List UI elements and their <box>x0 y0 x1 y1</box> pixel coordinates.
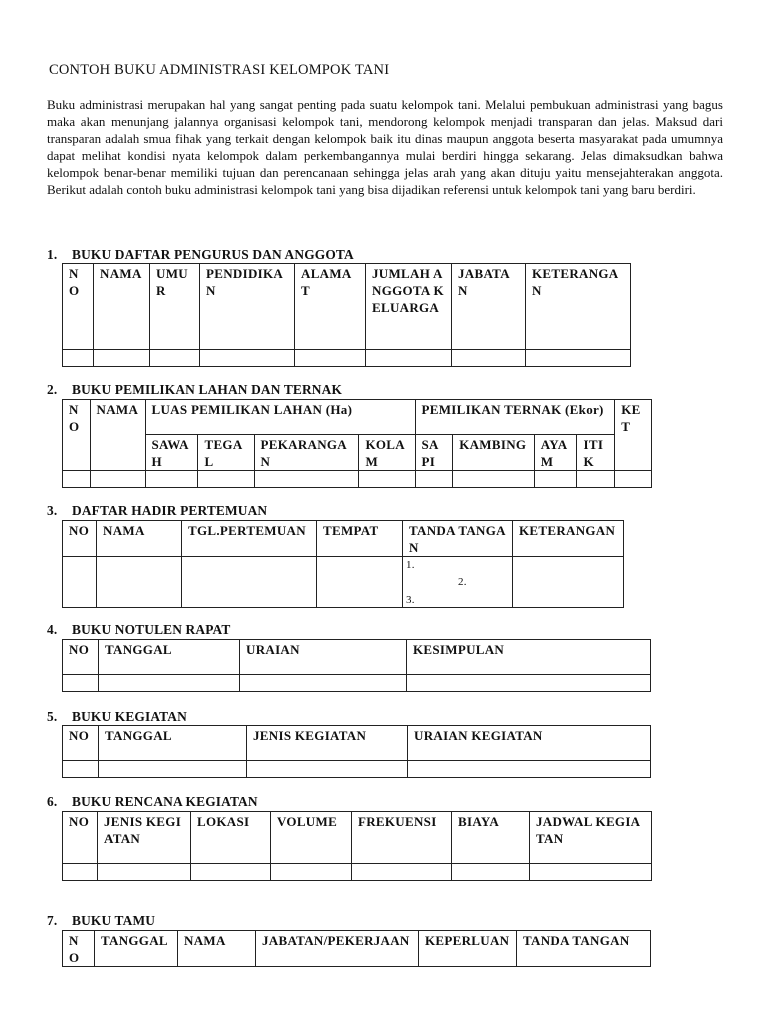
empty-cell <box>99 761 247 778</box>
header-cell: NO <box>63 400 91 471</box>
table-rencana-kegiatan <box>62 811 652 881</box>
header-cell: NAMA <box>90 400 145 471</box>
header-cell: BIAYA <box>452 812 530 864</box>
empty-cell <box>271 864 352 881</box>
header-cell: JABATAN/PEKERJAAN <box>256 931 419 967</box>
empty-cell <box>198 471 254 488</box>
empty-cell <box>526 350 631 367</box>
empty-cell <box>63 864 98 881</box>
table-row <box>63 557 624 608</box>
subheader-cell: TEGAL <box>198 435 254 471</box>
empty-cell <box>615 471 652 488</box>
empty-cell <box>254 471 359 488</box>
header-cell: PEMILIKAN TERNAK (Ekor) <box>415 400 615 435</box>
empty-cell <box>415 471 453 488</box>
header-cell: KETERANGAN <box>526 264 631 350</box>
empty-cell <box>408 761 651 778</box>
empty-cell <box>530 864 652 881</box>
header-cell: JABATAN <box>452 264 526 350</box>
section-title: BUKU NOTULEN RAPAT <box>72 622 231 637</box>
header-cell: ALAMAT <box>295 264 366 350</box>
table-notulen-rapat <box>62 639 651 692</box>
section-7-heading <box>47 913 155 929</box>
header-cell: TEMPAT <box>317 521 403 557</box>
section-number: 5. <box>47 709 58 724</box>
header-cell: TGL.PERTEMUAN <box>182 521 317 557</box>
section-6-heading <box>47 794 258 810</box>
empty-cell <box>94 350 150 367</box>
signature-slot: 1. <box>406 559 415 571</box>
header-cell: NAMA <box>178 931 256 967</box>
header-cell: NO <box>63 640 99 675</box>
empty-cell <box>534 471 577 488</box>
document-title: CONTOH BUKU ADMINISTRASI KELOMPOK TANI <box>49 62 390 78</box>
table-row <box>63 675 651 692</box>
section-3-heading <box>47 503 267 519</box>
empty-cell <box>247 761 408 778</box>
subheader-cell: KOLAM <box>359 435 415 471</box>
empty-cell <box>366 350 452 367</box>
header-cell: NO <box>63 726 99 761</box>
header-cell: NO <box>63 812 98 864</box>
section-5-heading <box>47 709 187 725</box>
empty-cell <box>317 557 403 608</box>
empty-cell <box>452 864 530 881</box>
empty-cell <box>145 471 198 488</box>
header-cell: JADWAL KEGIATAN <box>530 812 652 864</box>
header-cell: URAIAN <box>240 640 407 675</box>
empty-cell <box>513 557 624 608</box>
subheader-cell: SAWAH <box>145 435 198 471</box>
section-title: BUKU DAFTAR PENGURUS DAN ANGGOTA <box>72 247 354 262</box>
empty-cell <box>182 557 317 608</box>
table-kegiatan <box>62 725 651 778</box>
header-cell: NO <box>63 931 95 967</box>
header-cell: JENIS KEGIATAN <box>247 726 408 761</box>
section-number: 6. <box>47 794 58 809</box>
header-cell: LUAS PEMILIKAN LAHAN (Ha) <box>145 400 415 435</box>
header-cell: UMUR <box>150 264 200 350</box>
header-cell: FREKUENSI <box>352 812 452 864</box>
table-pengurus-anggota <box>62 263 631 367</box>
header-cell: PENDIDIKAN <box>200 264 295 350</box>
header-cell: LOKASI <box>191 812 271 864</box>
section-title: BUKU PEMILIKAN LAHAN DAN TERNAK <box>72 382 343 397</box>
header-cell: TANGGAL <box>95 931 178 967</box>
intro-paragraph: Buku administrasi merupakan hal yang sangat penting pada suatu kelompok tani. Melalui pembukuan administrasi yang bagus maka akan menunjang jalannya organisasi kelompok tani, mendorong kelompok menjadi transparan dan jelas. Maksud dari transparan adalah smua fihak yang terkait dengan kelompok baik itu dinas maupun anggota beserta masyarakat pada umumnya dapat melihat kondisi nyata kelompok dalam perkembangannya mulai berdiri hingga sekarang. Jelas dimaksudkan bahwa kelompok benar-benar memiliki tujuan dan perencanaan sehingga jelas arah yang akan dituju yaitu mensejahterakan anggota. Berikut adalah contoh buku administrasi kelompok tani yang bisa dijadikan referensi untuk kelompok tani yang baru berdiri. <box>47 97 723 197</box>
section-title: BUKU RENCANA KEGIATAN <box>72 794 258 809</box>
section-title: DAFTAR HADIR PERTEMUAN <box>72 503 268 518</box>
empty-cell <box>99 675 240 692</box>
header-cell: JENIS KEGIATAN <box>98 812 191 864</box>
section-2-heading <box>47 382 342 398</box>
table-pemilikan-lahan-ternak <box>62 399 652 488</box>
empty-cell <box>453 471 535 488</box>
header-cell: TANGGAL <box>99 640 240 675</box>
empty-cell <box>63 675 99 692</box>
table-daftar-hadir <box>62 520 624 608</box>
empty-cell <box>240 675 407 692</box>
signature-slot: 3. <box>406 594 415 606</box>
section-1-heading <box>47 247 354 263</box>
table-row <box>63 864 652 881</box>
empty-cell <box>63 471 91 488</box>
table-row <box>63 471 652 488</box>
empty-cell <box>577 471 615 488</box>
header-cell: KEPERLUAN <box>419 931 517 967</box>
empty-cell <box>150 350 200 367</box>
section-title: BUKU TAMU <box>72 913 156 928</box>
header-cell: NAMA <box>94 264 150 350</box>
section-number: 1. <box>47 247 58 262</box>
empty-cell <box>97 557 182 608</box>
subheader-cell: KAMBING <box>453 435 535 471</box>
empty-cell <box>200 350 295 367</box>
table-row <box>63 761 651 778</box>
table-row <box>63 350 631 367</box>
empty-cell <box>63 761 99 778</box>
section-number: 2. <box>47 382 58 397</box>
empty-cell <box>90 471 145 488</box>
header-cell: URAIAN KEGIATAN <box>408 726 651 761</box>
header-cell: TANGGAL <box>99 726 247 761</box>
subheader-cell: SAPI <box>415 435 453 471</box>
header-cell: NAMA <box>97 521 182 557</box>
header-cell: KETERANGAN <box>513 521 624 557</box>
header-cell: NO <box>63 521 97 557</box>
empty-cell <box>452 350 526 367</box>
header-cell: KESIMPULAN <box>407 640 651 675</box>
header-cell: TANDA TANGAN <box>403 521 513 557</box>
empty-cell <box>191 864 271 881</box>
section-number: 7. <box>47 913 58 928</box>
empty-cell <box>98 864 191 881</box>
header-cell: VOLUME <box>271 812 352 864</box>
signature-slot: 2. <box>458 576 467 588</box>
section-title: BUKU KEGIATAN <box>72 709 187 724</box>
header-cell: TANDA TANGAN <box>517 931 651 967</box>
header-cell: KET <box>615 400 652 471</box>
subheader-cell: PEKARANGAN <box>254 435 359 471</box>
signature-cell <box>403 557 513 608</box>
empty-cell <box>63 350 94 367</box>
empty-cell <box>295 350 366 367</box>
subheader-cell: ITIK <box>577 435 615 471</box>
section-4-heading <box>47 622 230 638</box>
section-number: 3. <box>47 503 58 518</box>
empty-cell <box>352 864 452 881</box>
empty-cell <box>359 471 415 488</box>
table-buku-tamu <box>62 930 651 967</box>
header-cell: NO <box>63 264 94 350</box>
empty-cell <box>63 557 97 608</box>
subheader-cell: AYAM <box>534 435 577 471</box>
empty-cell <box>407 675 651 692</box>
section-number: 4. <box>47 622 58 637</box>
header-cell: JUMLAH ANGGOTA KELUARGA <box>366 264 452 350</box>
